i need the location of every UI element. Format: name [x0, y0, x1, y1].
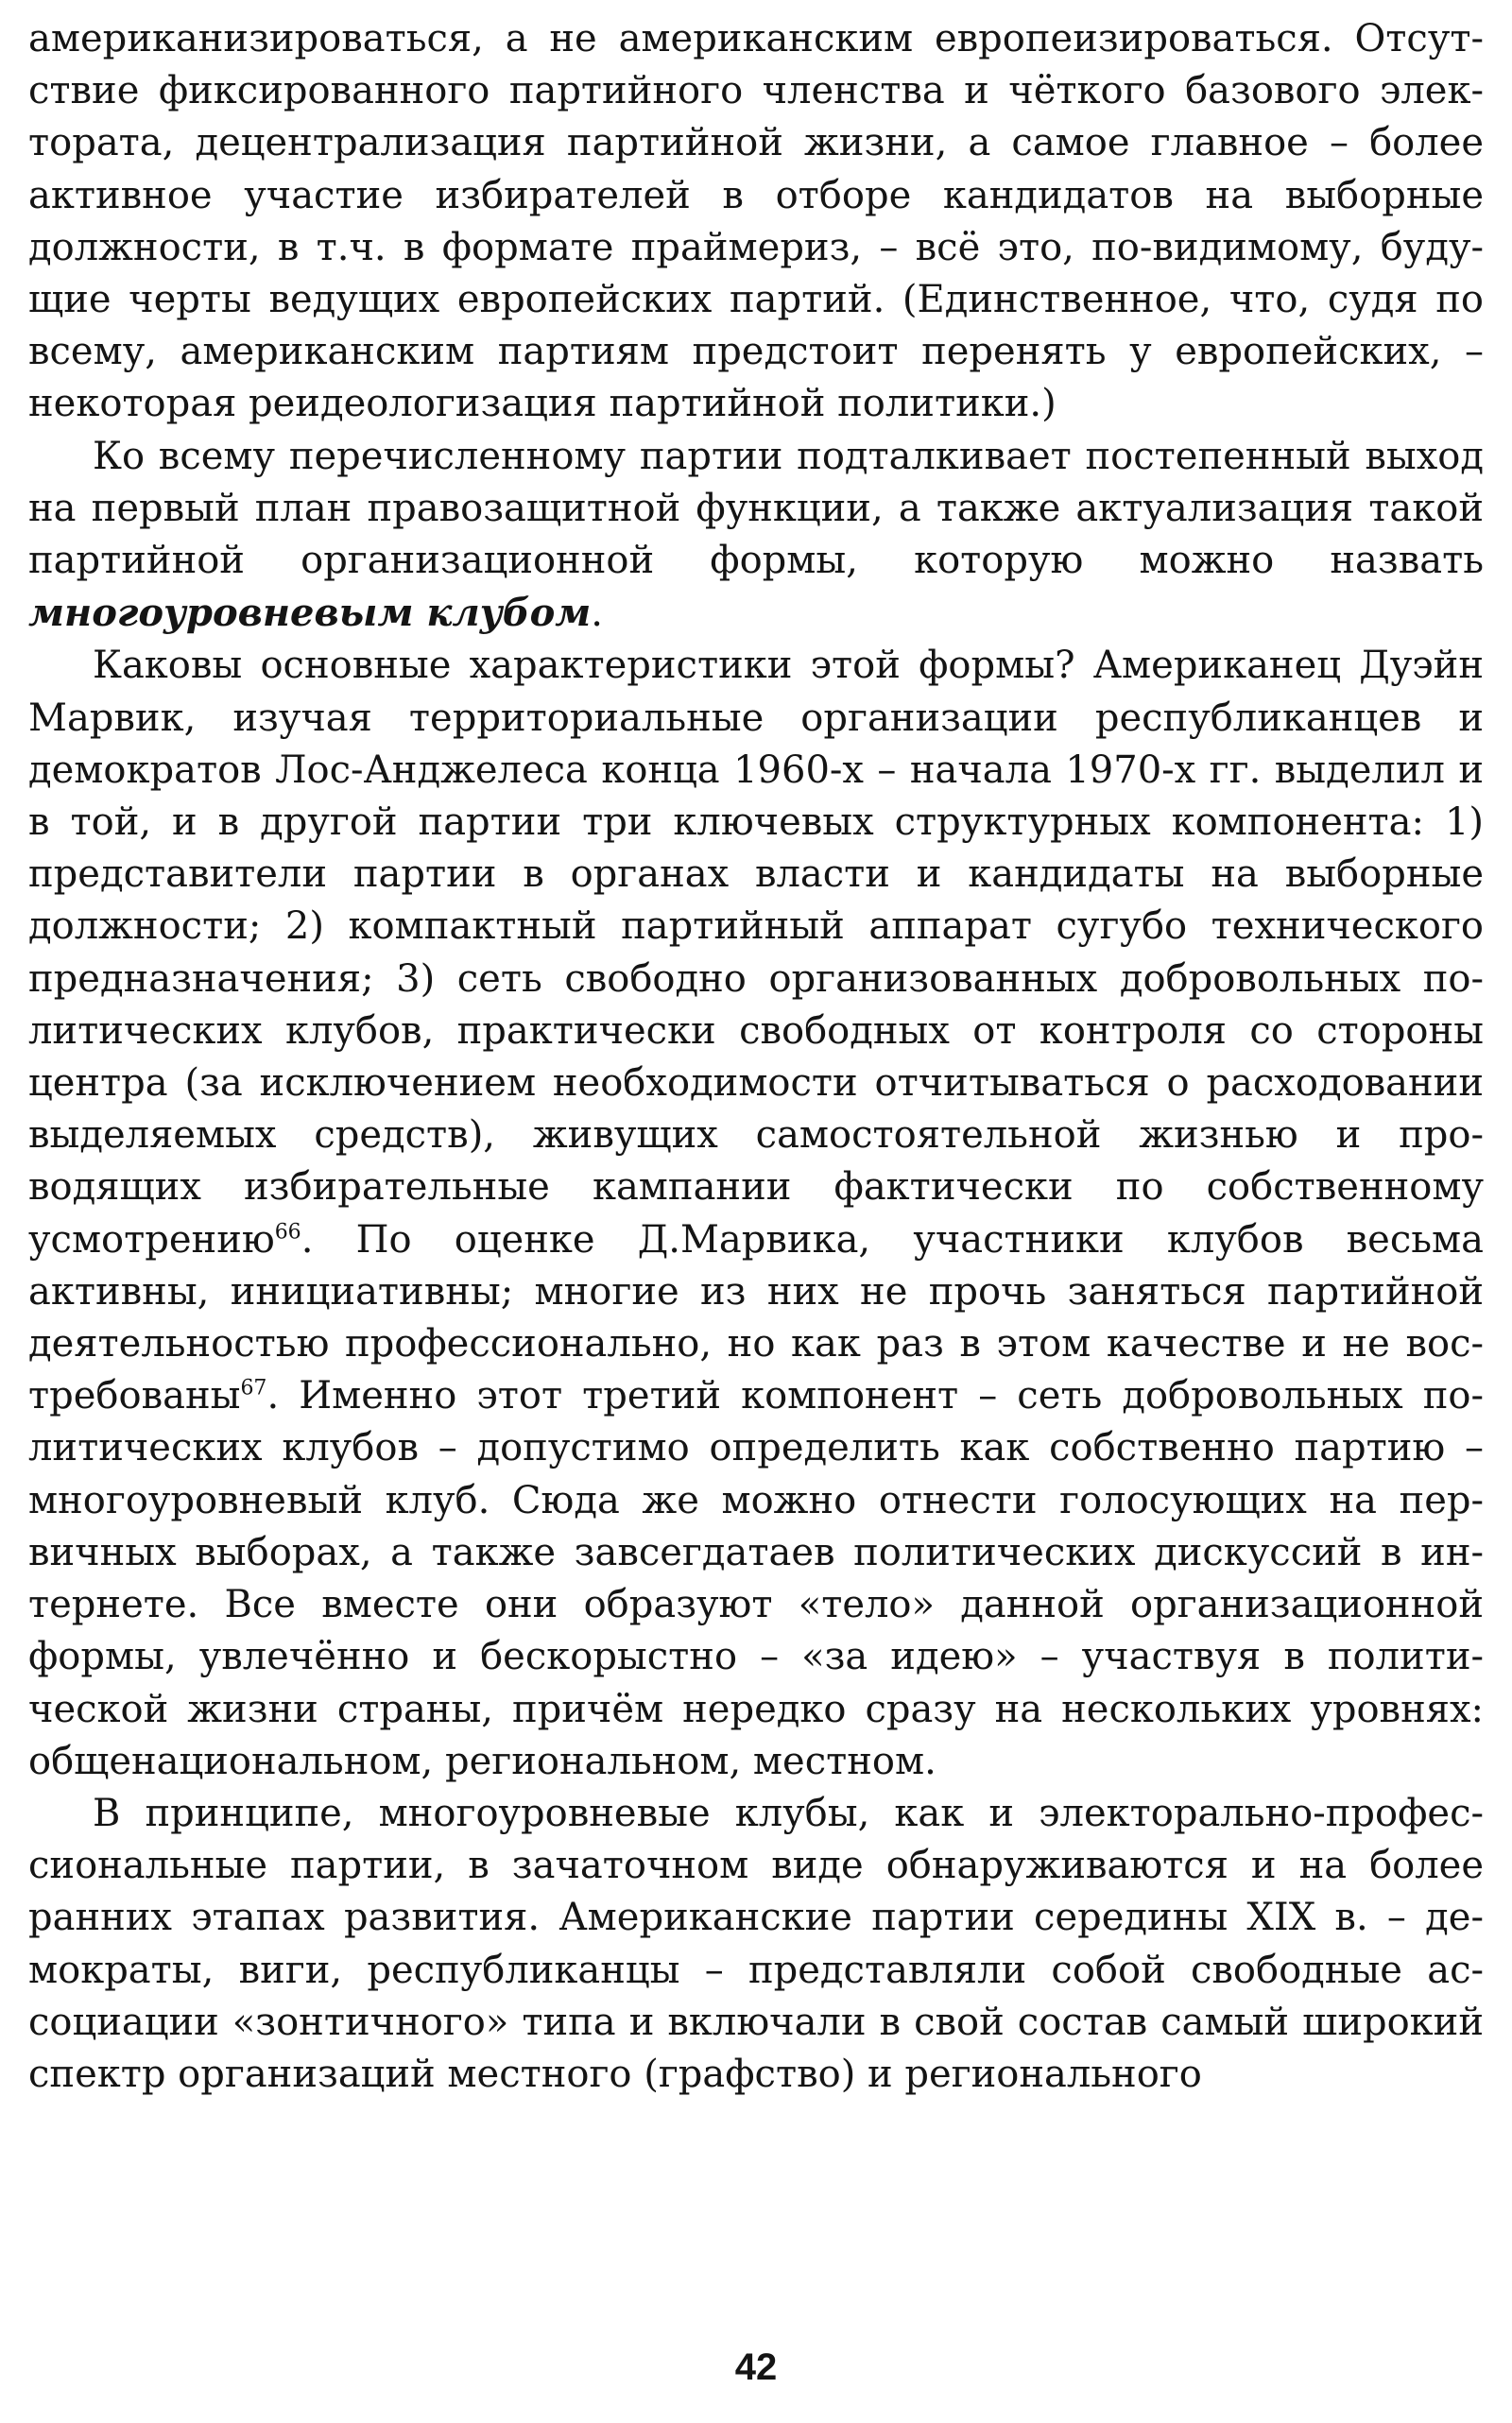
paragraph-3-part-2: . По оценке Д.Марвика, участники клубов весьма активны, инициативны; многие из них не прочь заняться партийной деятельностью профессионально, но как раз в этом качестве и не востребованы [28, 1217, 1484, 1418]
paragraph-1: американизироваться, а не американским европеизироваться. Отсутствие фиксированного партийного членства и чёткого базового электората, децентрализация партийной жизни, а самое главное – более активное участие избирателей в отборе кандидатов на выборные должности, в т.ч. в формате праймериз, – всё это, по-видимому, будущие черты ведущих европейских партий. (Единственное, что, судя по всему, американским партиям предстоит перенять у европейских, – некоторая реидеологизация партийной политики.) [28, 17, 1484, 426]
page-body [28, 13, 1484, 2101]
paragraph-2 [28, 431, 1484, 641]
footnote-ref-66: 66 [274, 1220, 301, 1245]
paragraph-2-text: Ко всему перечисленному партии подталкивает постепенный выход на первый план правозащитной функции, а также актуализация такой партийной организационной формы, которую можно назвать [28, 434, 1484, 583]
paragraph-3-part-3: . Именно этот третий компонент – сеть добровольных политических клубов – допустимо определить как собственно партию – многоуровневый клуб. Сюда же можно отнести голосующих на первичных выборах, а также завсегдатаев политических дискуссий в интернете. Все вместе они образуют «тело» данной организационной формы, увлечённо и бескорыстно – «за идею» – участвуя в политической жизни страны, причём нередко сразу на нескольких уровнях: общенациональном, региональном, местном. [28, 1374, 1484, 1783]
paragraph-3-part-1: Каковы основные характеристики этой формы? Американец Дуэйн Марвик, изучая территориальные организации республиканцев и демократов Лос-Анджелеса конца 1960-х – начала 1970-х гг. выделил и в той, и в другой партии три ключевых структурных компонента: 1) представители партии в органах власти и кандидаты на выборные должности; 2) компактный партийный аппарат сугубо технического предназначения; 3) сеть свободно организованных добровольных политических клубов, практически свободных от контроля со стороны центра (за исключением необходимости отчитываться о расходовании выделяемых средств), живущих самостоятельной жизнью и проводящих избирательные кампании фактически по собственному усмотрению [28, 644, 1484, 1262]
emphasized-term: многоуровневым клубом [28, 591, 592, 636]
page-number: 42 [734, 2346, 778, 2388]
paragraph-4: В принципе, многоуровневые клубы, как и электорально-профессиональные партии, в зачаточном виде обнаруживаются и на более ранних этапах развития. Американские партии середины XIX в. – демократы, виги, республиканцы – представляли собой свободные ассоциации «зонтичного» типа и включали в свой состав самый широкий спектр организаций местного (графство) и регионального [28, 1791, 1484, 2096]
footnote-ref-67: 67 [240, 1376, 267, 1401]
paragraph-3 [28, 640, 1484, 1787]
paragraph-2-end: . [591, 592, 604, 636]
